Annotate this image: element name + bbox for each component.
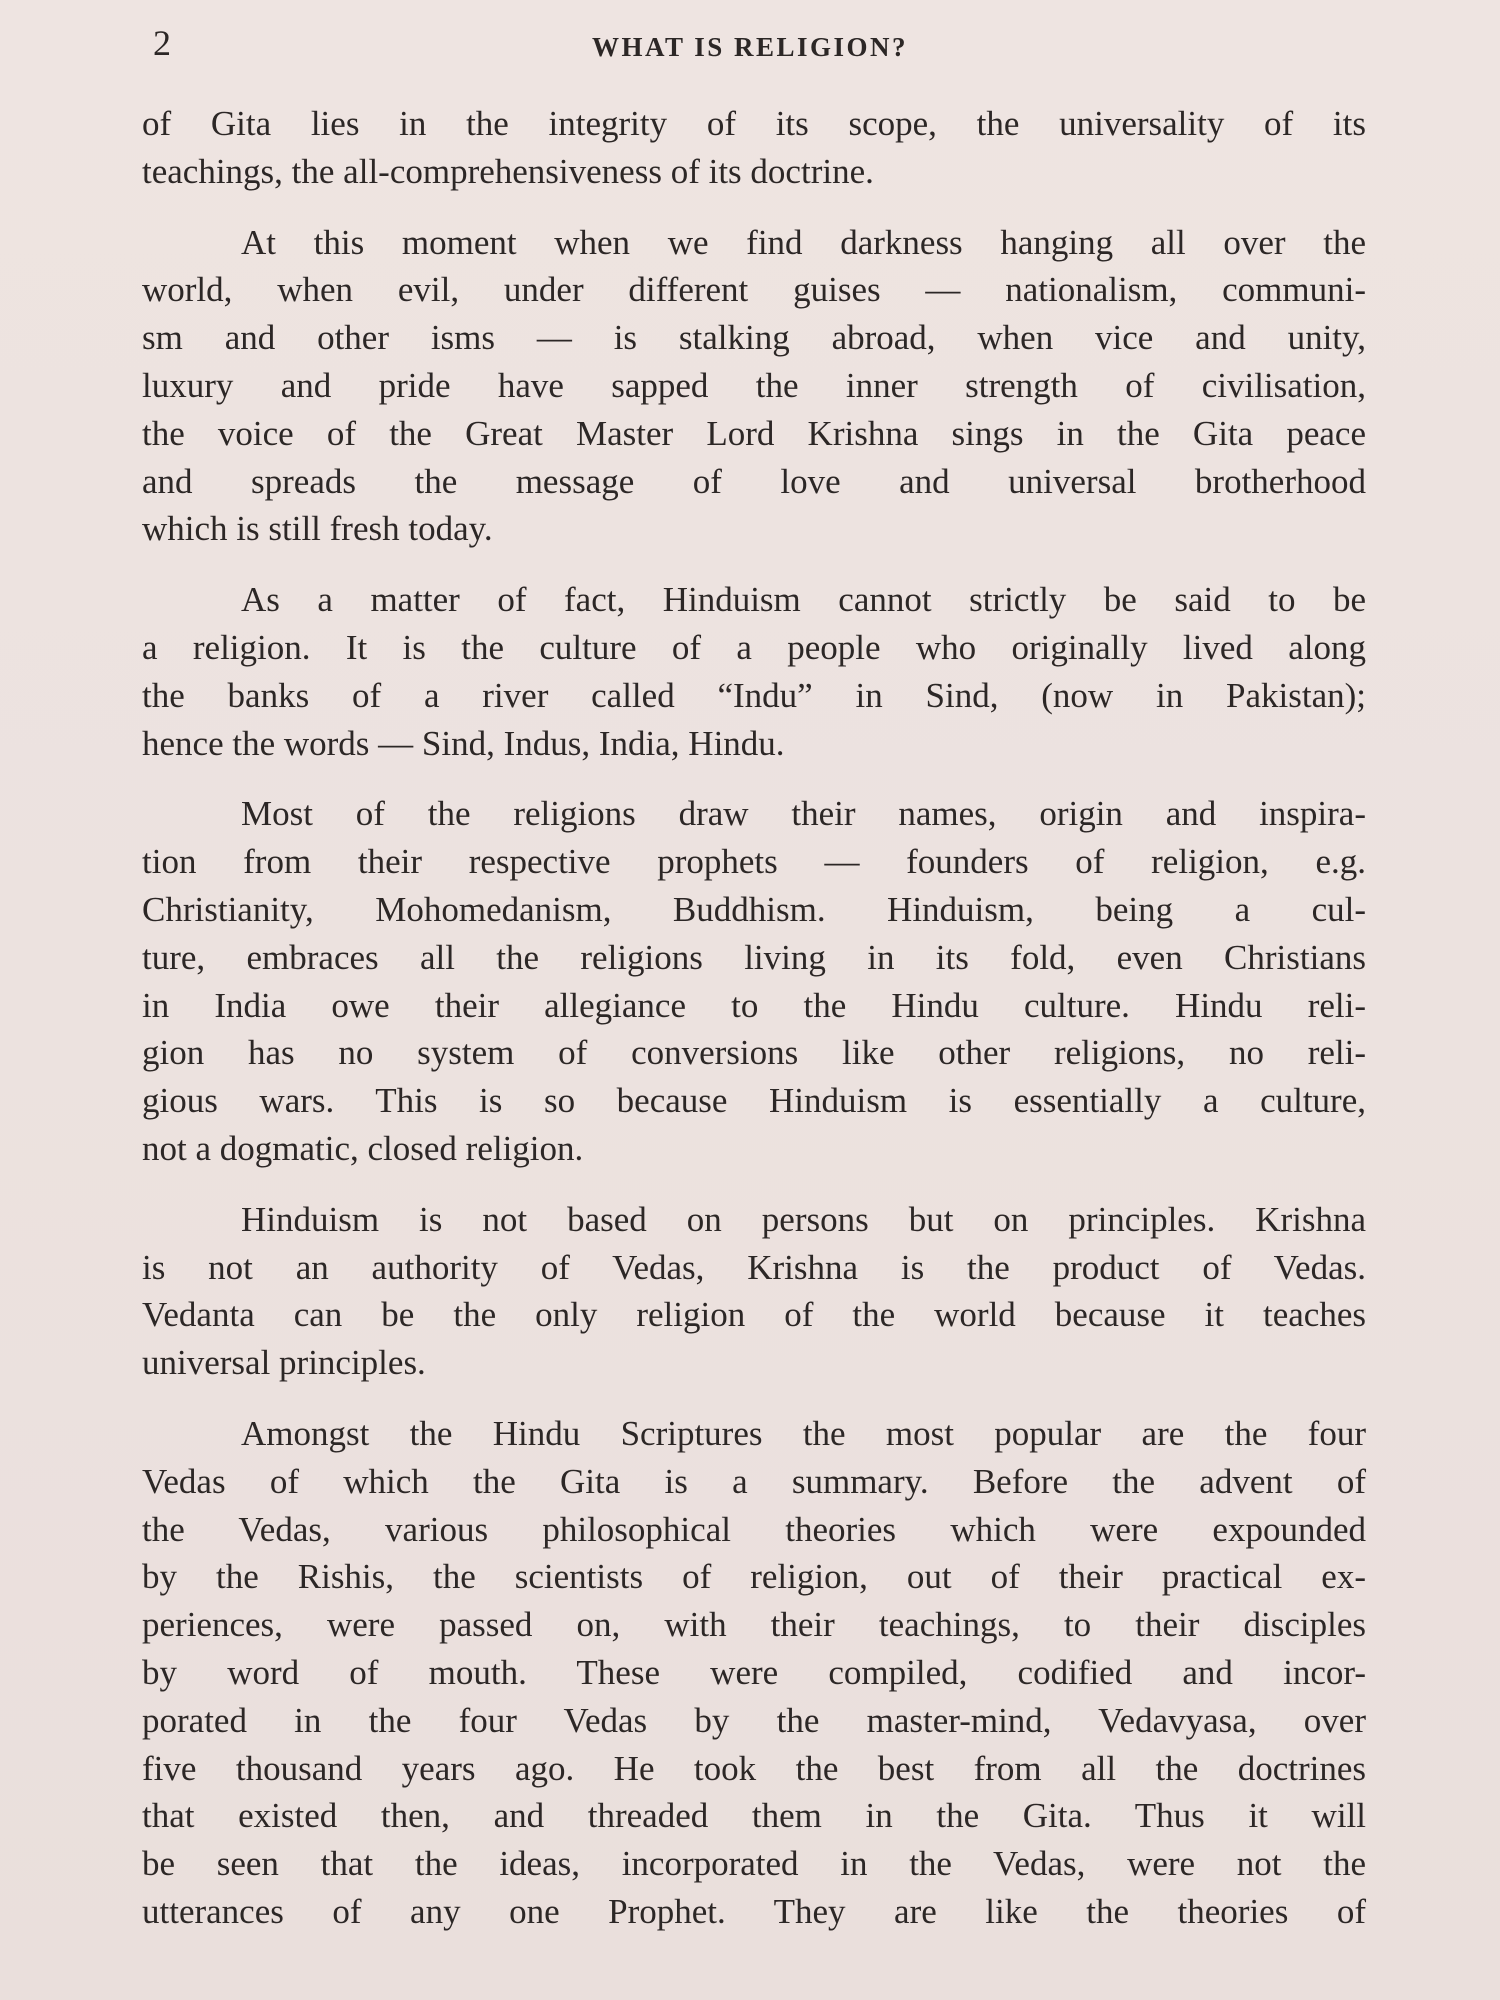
text-line: and spreads the message of love and universal brotherhood <box>142 461 1366 501</box>
text-line: in India owe their allegiance to the Hindu culture. Hindu reli- <box>142 985 1366 1025</box>
text-line: utterances of any one Prophet. They are like the theories of <box>142 1891 1366 1931</box>
text-line: the voice of the Great Master Lord Krishna sings in the Gita peace <box>142 413 1366 453</box>
text-line: a religion. It is the culture of a people who originally lived along <box>142 627 1366 667</box>
text-line: Vedanta can be the only religion of the world because it teaches <box>142 1295 1366 1335</box>
text-line: Hinduism is not based on persons but on principles. Krishna <box>241 1199 1366 1239</box>
page-number: 2 <box>153 23 172 63</box>
text-line: of Gita lies in the integrity of its scope, the universality of its <box>142 104 1366 143</box>
text-line: teachings, the all-comprehensiveness of its doctrine. <box>142 151 874 191</box>
paragraph-2 <box>142 219 1366 554</box>
text-line: ture, embraces all the religions living in its fold, even Christians <box>142 937 1366 977</box>
text-line: be seen that the ideas, incorporated in the Vedas, were not the <box>142 1844 1366 1884</box>
text-line: five thousand years ago. He took the best from all the doctrines <box>142 1748 1366 1788</box>
text-line: hence the words — Sind, Indus, India, Hindu. <box>142 723 785 763</box>
text-line: porated in the four Vedas by the master-mind, Vedavyasa, over <box>142 1700 1366 1740</box>
text-line: At this moment when we find darkness hanging all over the <box>241 222 1366 262</box>
text-line: gion has no system of conversions like other religions, no reli- <box>142 1033 1366 1073</box>
text-line: not a dogmatic, closed religion. <box>142 1128 584 1168</box>
text-line: tion from their respective prophets — founders of religion, e.g. <box>142 842 1366 882</box>
text-line: luxury and pride have sapped the inner strength of civilisation, <box>142 365 1366 405</box>
text-line: by word of mouth. These were compiled, codified and incor- <box>142 1652 1366 1692</box>
text-line: by the Rishis, the scientists of religion, out of their practical ex- <box>142 1557 1366 1597</box>
text-line: that existed then, and threaded them in the Gita. Thus it will <box>142 1796 1366 1836</box>
paragraph-5 <box>142 1196 1366 1387</box>
paragraph-3 <box>142 576 1366 767</box>
text-line: sm and other isms — is stalking abroad, when vice and unity, <box>142 318 1366 358</box>
paragraph-1 <box>142 100 1366 196</box>
text-line: Vedas of which the Gita is a summary. Before the advent of <box>142 1461 1366 1501</box>
text-line: As a matter of fact, Hinduism cannot strictly be said to be <box>241 580 1366 620</box>
paragraph-4 <box>142 790 1366 1172</box>
text-line: Christianity, Mohomedanism, Buddhism. Hinduism, being a cul- <box>142 889 1366 929</box>
text-line: Amongst the Hindu Scriptures the most popular are the four <box>241 1413 1366 1453</box>
text-line: periences, were passed on, with their teachings, to their disciples <box>142 1605 1366 1645</box>
paragraph-6 <box>142 1410 1366 1936</box>
page-body <box>142 100 1366 1959</box>
text-line: the Vedas, various philosophical theories which were expounded <box>142 1509 1366 1549</box>
running-head: WHAT IS RELIGION? <box>591 32 909 62</box>
text-line: which is still fresh today. <box>142 509 493 549</box>
text-line: universal principles. <box>142 1343 426 1383</box>
text-line: the banks of a river called “Indu” in Sind, (now in Pakistan); <box>142 675 1366 715</box>
text-line: is not an authority of Vedas, Krishna is the product of Vedas. <box>142 1247 1366 1287</box>
text-line: Most of the religions draw their names, origin and inspira- <box>241 794 1366 834</box>
text-line: gious wars. This is so because Hinduism is essentially a culture, <box>142 1081 1366 1121</box>
text-line: world, when evil, under different guises — nationalism, communi- <box>142 270 1366 310</box>
